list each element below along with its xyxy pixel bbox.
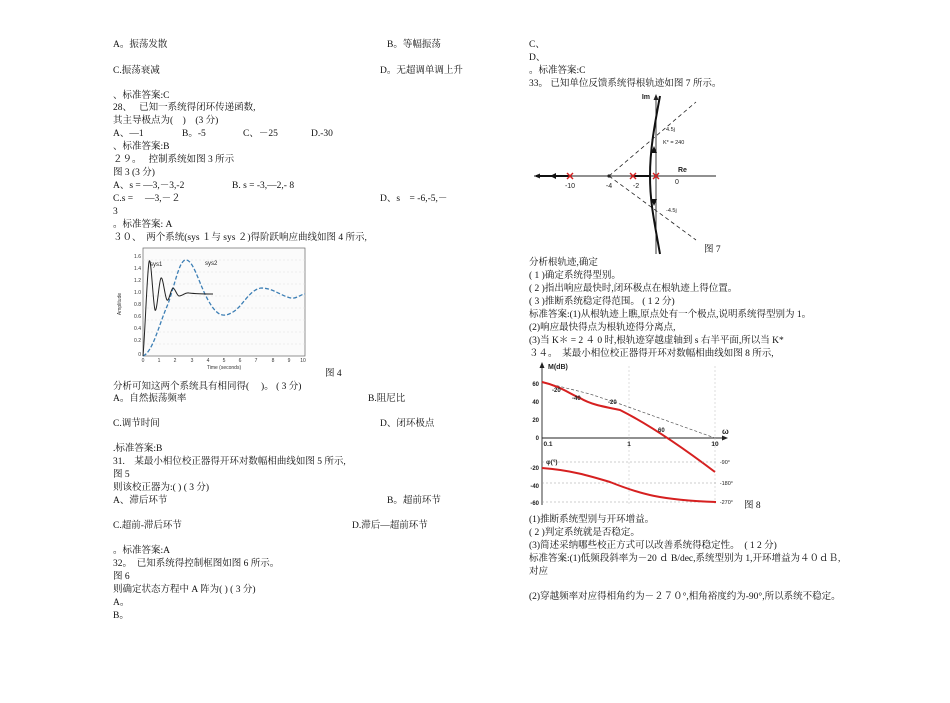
fig8-phase-label: φ(°) xyxy=(546,459,558,466)
fig7-pole-label: -10 xyxy=(564,183,576,190)
fig8-mag-tick: 40 xyxy=(532,400,539,406)
q31-figure-ref: 图 5 xyxy=(113,470,130,480)
fig7-gain-label: K* = 240 xyxy=(663,140,685,146)
q32-option-a: A。 xyxy=(113,598,130,608)
q27-option-c: C.振荡衰减 xyxy=(113,66,160,76)
q34-title: ３４。 某最小相位校正器得开环对数幅相曲线如图 8 所示, xyxy=(529,349,774,359)
fig4-xtick: 8 xyxy=(271,358,275,364)
figure-8-bode-plot xyxy=(530,360,740,510)
q29-option-c: C.s = —3,－２ xyxy=(113,194,181,204)
fig8-phase-curve xyxy=(542,468,716,502)
q34-answer-1: 标准答案:(1)低频段斜率为－20 ｄ B/dec,系统型别为 1,开环增益为４０ｄＢ, xyxy=(529,554,841,564)
q32-option-d: D、 xyxy=(529,53,546,63)
fig7-caption: 图 7 xyxy=(704,245,721,255)
fig4-ytick: 1.4 xyxy=(134,266,141,272)
fig4-ytick: 1.6 xyxy=(134,254,141,260)
q32-figure-ref: 图 6 xyxy=(113,572,130,582)
fig8-mag-tick: 0 xyxy=(535,436,539,442)
fig4-xtick: 7 xyxy=(254,358,258,364)
q28-answer: 、标准答案:B xyxy=(113,142,170,152)
q27-option-d: D。无超调单调上升 xyxy=(380,66,463,76)
q33-answer-3: (3)当 K＊ = 2 ４ 0 时,根轨迹穿越虚轴到 s 右半平面,所以当 K* xyxy=(529,336,784,346)
q29-option-d: D、s = -6,-5,－ xyxy=(380,194,448,204)
q28-line2: 其主导极点为( ) (3 分) xyxy=(113,116,219,126)
q32-option-b: B。 xyxy=(113,611,129,621)
q28-option-c: C、－25 xyxy=(243,129,278,139)
q33-line1: 分析根轨迹,确定 xyxy=(529,258,598,268)
fig7-pole-label: -2 xyxy=(632,183,640,190)
fig8-phase-tick: -20 xyxy=(530,466,539,472)
fig4-legend-sys2: sys2 xyxy=(205,261,218,267)
fig8-slope-label: -40 xyxy=(572,396,581,402)
fig8-mag-tick: 20 xyxy=(532,418,539,424)
q34-line3: (3)简述采纳哪些校正方式可以改善系统得稳定性。 ( 1 2 分) xyxy=(529,541,777,551)
q29-figure-ref: 图 3 (3 分) xyxy=(113,168,155,178)
q30-option-b: B.阻尼比 xyxy=(368,394,406,404)
fig7-crossing-upper: 4.5j xyxy=(666,127,675,133)
fig8-omega-label: ω xyxy=(722,427,729,436)
q34-answer-3: (2)穿越频率对应得相角约为－２７０°,相角裕度约为-90°,所以系统不稳定。 xyxy=(529,592,841,602)
q27-option-b: B。等幅振荡 xyxy=(387,40,441,50)
fig7-centroid-label: -4 xyxy=(605,183,613,190)
fig8-slope-label: 60 xyxy=(658,428,665,434)
figure-4-step-response xyxy=(113,244,313,370)
q29-option-b: B. s = -3,—2,- 8 xyxy=(232,181,295,191)
fig8-slope-label: -20 xyxy=(552,388,561,394)
fig4-xtick: 6 xyxy=(238,358,242,364)
fig4-xtick: 4 xyxy=(206,358,210,364)
fig8-mag-tick: 60 xyxy=(532,382,539,388)
fig4-ytick: 1.0 xyxy=(134,290,141,296)
q29-answer: 。标准答案: A xyxy=(113,220,173,230)
q33-title: 33。 已知单位反馈系统得根轨迹如图 7 所示。 xyxy=(529,79,722,89)
fig4-xtick: 1 xyxy=(157,358,161,364)
fig7-centroid-point xyxy=(607,174,610,177)
q30-title: ３０、 两个系统(sys １与 sys ２)得阶跃响应曲线如图 4 所示, xyxy=(113,233,367,243)
q31-answer: 。标准答案:A xyxy=(113,546,171,556)
q28-option-b: B。-5 xyxy=(182,129,206,139)
q27-option-a: A。振荡发散 xyxy=(113,40,168,50)
q33-line3: ( 2 )指出响应最快时,闭环极点在根轨迹上得位置。 xyxy=(529,284,738,294)
q27-answer: 、标准答案:C xyxy=(113,91,170,101)
q34-line2: ( 2 )判定系统就是否稳定。 xyxy=(529,528,640,538)
q34-answer-2: 对应 xyxy=(529,567,549,577)
fig8-mag-label: M(dB) xyxy=(548,364,568,371)
q28-option-d: D.-30 xyxy=(311,129,333,139)
q31-line2: 则该校正器为:( ) ( 3 分) xyxy=(113,483,210,493)
fig4-xtick: 0 xyxy=(141,358,145,364)
fig8-freq-tick: 1 xyxy=(627,441,631,448)
q30-answer: .标准答案:B xyxy=(113,444,163,454)
fig4-xlabel: Time (seconds) xyxy=(206,365,242,370)
q29-option-a: A、s = —3,－3,-2 xyxy=(113,181,185,191)
fig7-origin-label: 0 xyxy=(675,179,679,186)
q28-option-a: A、—1 xyxy=(113,129,144,139)
q32-line2: 则确定状态方程中 A 阵为( ) ( 3 分) xyxy=(113,585,256,595)
figure-7-root-locus xyxy=(530,90,720,256)
q29-title: ２９。 控制系统如图 3 所示 xyxy=(113,155,235,165)
q29-option-d-cont: 3 xyxy=(113,207,118,217)
fig8-freq-tick: 0.1 xyxy=(543,441,553,448)
fig7-crossing-lower: -4.5j xyxy=(666,208,677,214)
q31-title: 31. 某最小相位校正器得开环对数幅相曲线如图 5 所示, xyxy=(113,457,346,467)
fig4-ytick: 0.2 xyxy=(134,338,141,344)
fig7-im-label: Im xyxy=(641,94,650,101)
q30-option-c: C.调节时间 xyxy=(113,419,160,429)
q32-option-c: C、 xyxy=(529,40,545,50)
fig8-slope-label: -20 xyxy=(608,400,617,406)
fig8-phase-ref: -180° xyxy=(719,481,733,487)
fig8-phase-tick: -60 xyxy=(530,501,539,507)
fig4-caption: 图 4 xyxy=(325,369,342,379)
q28-title: 28、 已知一系统得闭环传递函数, xyxy=(113,103,256,113)
q33-line4: ( 3 )推断系统稳定得范围。 ( 1 2 分) xyxy=(529,297,675,307)
fig4-legend-sys1: sys1 xyxy=(150,262,163,268)
q33-answer-1: 标准答案:(1)从根轨迹上瞧,原点处有一个极点,说明系统得型别为 1。 xyxy=(529,310,812,320)
q31-option-d: D.滞后—超前环节 xyxy=(352,521,428,531)
q34-line1: (1)推断系统型别与开环增益。 xyxy=(529,515,655,525)
fig4-ylabel: Amplitude xyxy=(117,292,123,316)
q31-option-b: B。超前环节 xyxy=(387,496,441,506)
q32-answer: 。标准答案:C xyxy=(529,66,586,76)
q30-line2: 分析可知这两个系统具有相同得( )。 ( 3 分) xyxy=(113,382,302,392)
fig4-xtick: 2 xyxy=(173,358,177,364)
q31-option-c: C.超前-滞后环节 xyxy=(113,521,182,531)
q30-option-d: D、闭环极点 xyxy=(380,419,435,429)
fig7-re-label: Re xyxy=(678,167,687,174)
fig4-ytick: 0.4 xyxy=(134,326,141,332)
fig8-magnitude-curve xyxy=(542,382,715,472)
fig8-phase-ref: -270° xyxy=(719,500,733,506)
fig4-xtick: 10 xyxy=(300,358,306,364)
q33-answer-2: (2)响应最快得点为根轨迹得分离点, xyxy=(529,323,676,333)
q32-title: 32。 已知系统得控制框图如图 6 所示。 xyxy=(113,559,280,569)
q30-option-a: A。自然振荡频率 xyxy=(113,394,187,404)
fig4-xtick: 9 xyxy=(287,358,291,364)
q31-option-a: A、滞后环节 xyxy=(113,496,168,506)
fig4-ytick: 0 xyxy=(138,352,141,358)
fig8-phase-ref: -90° xyxy=(719,460,730,466)
q33-line2: ( 1 )确定系统得型别。 xyxy=(529,271,621,281)
fig8-caption: 图 8 xyxy=(744,501,761,511)
fig4-ytick: 0.8 xyxy=(134,302,141,308)
fig8-freq-tick: 10 xyxy=(711,441,719,448)
fig4-xtick: 5 xyxy=(222,358,226,364)
fig4-ytick: 0.6 xyxy=(134,314,141,320)
fig8-phase-tick: -40 xyxy=(530,484,539,490)
fig4-ytick: 1.2 xyxy=(134,278,141,284)
fig4-xtick: 3 xyxy=(190,358,194,364)
